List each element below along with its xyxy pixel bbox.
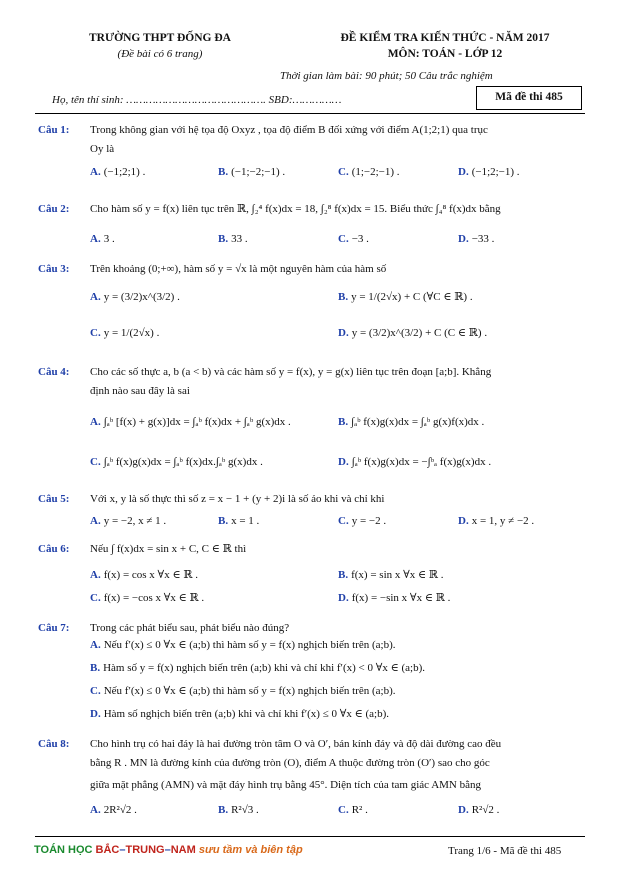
option-d: D. ∫ₐᵇ f(x)g(x)dx = −∫ᵇₐ f(x)g(x)dx . xyxy=(338,456,492,468)
question-text: Nếu ∫ f(x)dx = sin x + C, C ∈ ℝ thì xyxy=(90,543,247,555)
option-a: A. (−1;2;1) . xyxy=(90,166,146,178)
option-d: D. Hàm số nghịch biến trên (a;b) khi và chỉ khi f′(x) ≤ 0 ∀x ∈ (a;b). xyxy=(90,708,390,720)
footer-brand xyxy=(34,844,303,856)
option-b: B. (−1;−2;−1) . xyxy=(218,166,286,178)
option-b: B. Hàm số y = f(x) nghịch biến trên (a;b) khi và chỉ khi f′(x) < 0 ∀x ∈ (a;b). xyxy=(90,662,426,674)
option-a: A. 3 . xyxy=(90,233,115,245)
exam-time: Thời gian làm bài: 90 phút; 50 Câu trắc nghiệm xyxy=(280,70,493,82)
question-label: Câu 2: xyxy=(38,203,70,215)
option-c: C. y = −2 . xyxy=(338,515,387,527)
brand-tagline: sưu tầm và biên tập xyxy=(195,844,303,856)
question-text: Cho hình trụ có hai đáy là hai đường tròn tâm O và O′, bán kính đáy và độ dài đường cao đều xyxy=(90,738,502,750)
question-text: Với x, y là số thực thì số z = x − 1 + (y + 2)i là số ảo khi và chỉ khi xyxy=(90,493,385,505)
option-a: A. y = −2, x ≠ 1 . xyxy=(90,515,167,527)
option-c: C. y = 1/(2√x) . xyxy=(90,327,160,339)
option-a: A. Nếu f′(x) ≤ 0 ∀x ∈ (a;b) thì hàm số y = f(x) nghịch biến trên (a;b). xyxy=(90,639,396,651)
option-d: D. f(x) = −sin x ∀x ∈ ℝ . xyxy=(338,592,451,604)
question-label: Câu 1: xyxy=(38,124,70,136)
option-a: A. ∫ₐᵇ [f(x) + g(x)]dx = ∫ₐᵇ f(x)dx + ∫ₐᵇ g(x)dx . xyxy=(90,416,291,428)
brand-sep-2: – xyxy=(164,844,171,856)
question-8 xyxy=(38,737,583,827)
question-text-line2: Oy là xyxy=(90,143,115,155)
question-label: Câu 6: xyxy=(38,543,70,555)
question-text: Trên khoảng (0;+∞), hàm số y = √x là một nguyên hàm của hàm số xyxy=(90,263,387,275)
question-label: Câu 4: xyxy=(38,366,70,378)
option-b: B. R²√3 . xyxy=(218,804,259,816)
option-c: C. f(x) = −cos x ∀x ∈ ℝ . xyxy=(90,592,205,604)
brand-part-1: TOÁN HỌC xyxy=(34,844,96,856)
question-text: Trong các phát biểu sau, phát biểu nào đúng? xyxy=(90,622,290,634)
option-b: B. x = 1 . xyxy=(218,515,260,527)
question-7 xyxy=(38,621,583,731)
brand-part-3: TRUNG xyxy=(125,844,165,856)
brand-sep-1: – xyxy=(119,844,126,856)
option-a: A. f(x) = cos x ∀x ∈ ℝ . xyxy=(90,569,198,581)
pages-note: (Đề bài có 6 trang) xyxy=(117,48,203,60)
option-a: A. 2R²√2 . xyxy=(90,804,137,816)
option-b: B. ∫ₐᵇ f(x)g(x)dx = ∫ₐᵇ g(x)f(x)dx . xyxy=(338,416,485,428)
exam-subject: MÔN: TOÁN - LỚP 12 xyxy=(387,48,503,60)
question-label: Câu 7: xyxy=(38,622,70,634)
brand-part-2: BẮC xyxy=(95,844,120,856)
option-d: D. R²√2 . xyxy=(458,804,500,816)
option-d: D. (−1;2;−1) . xyxy=(458,166,520,178)
question-4 xyxy=(38,365,583,475)
brand-part-4: NAM xyxy=(170,844,196,856)
question-1 xyxy=(38,123,583,183)
option-d: D. y = (3/2)x^(3/2) + C (C ∈ ℝ) . xyxy=(338,327,488,339)
option-a: A. y = (3/2)x^(3/2) . xyxy=(90,291,180,303)
option-c: C. (1;−2;−1) . xyxy=(338,166,400,178)
page-info: Trang 1/6 - Mã đề thi 485 xyxy=(448,845,562,857)
school-name: TRƯỜNG THPT ĐỐNG ĐA xyxy=(89,32,231,44)
option-d: D. x = 1, y ≠ −2 . xyxy=(458,515,535,527)
question-5 xyxy=(38,492,583,532)
option-b: B. f(x) = sin x ∀x ∈ ℝ . xyxy=(338,569,444,581)
question-text-line3: giữa mặt phẳng (AMN) và mặt đáy hình trụ bằng 45°. Diện tích của tam giác AMN bằng xyxy=(90,779,481,791)
header-divider xyxy=(35,113,585,114)
question-text: Cho các số thực a, b (a < b) và các hàm số y = f(x), y = g(x) liên tục trên đoạn [a;b]. Khẳng xyxy=(90,366,492,378)
option-d: D. −33 . xyxy=(458,233,495,245)
question-2 xyxy=(38,202,583,252)
option-b: B. y = 1/(2√x) + C (∀C ∈ ℝ) . xyxy=(338,291,473,303)
option-c: C. ∫ₐᵇ f(x)g(x)dx = ∫ₐᵇ f(x)dx.∫ₐᵇ g(x)dx . xyxy=(90,456,263,468)
question-label: Câu 8: xyxy=(38,738,70,750)
question-text-line2: định nào sau đây là sai xyxy=(90,385,190,397)
option-c: C. Nếu f′(x) ≤ 0 ∀x ∈ (a;b) thì hàm số y = f(x) nghịch biến trên (a;b). xyxy=(90,685,396,697)
question-text: Cho hàm số y = f(x) liên tục trên ℝ, ∫₂⁴ f(x)dx = 18, ∫₂⁸ f(x)dx = 15. Biểu thức ∫₄⁸ f(x)dx bằng xyxy=(90,203,501,215)
question-6 xyxy=(38,542,583,612)
option-c: C. R² . xyxy=(338,804,368,816)
exam-code-box: Mã đề thi 485 xyxy=(476,86,582,110)
option-b: B. 33 . xyxy=(218,233,248,245)
question-label: Câu 3: xyxy=(38,263,70,275)
option-c: C. −3 . xyxy=(338,233,369,245)
student-info-line: Họ, tên thí sinh: ……………………………………. SBD:…………… xyxy=(52,94,342,106)
question-3 xyxy=(38,262,583,352)
question-text-line2: bằng R . MN là đường kính của đường tròn (O), điểm A thuộc đường tròn (O′) sao cho góc xyxy=(90,757,490,769)
question-label: Câu 5: xyxy=(38,493,70,505)
exam-header xyxy=(300,32,590,60)
exam-title: ĐỀ KIỂM TRA KIẾN THỨC - NĂM 2017 xyxy=(340,32,550,44)
footer-divider xyxy=(35,836,585,837)
question-text: Trong không gian với hệ tọa độ Oxyz , tọa độ điểm B đối xứng với điểm A(1;2;1) qua trục xyxy=(90,124,488,136)
school-header xyxy=(40,32,280,60)
